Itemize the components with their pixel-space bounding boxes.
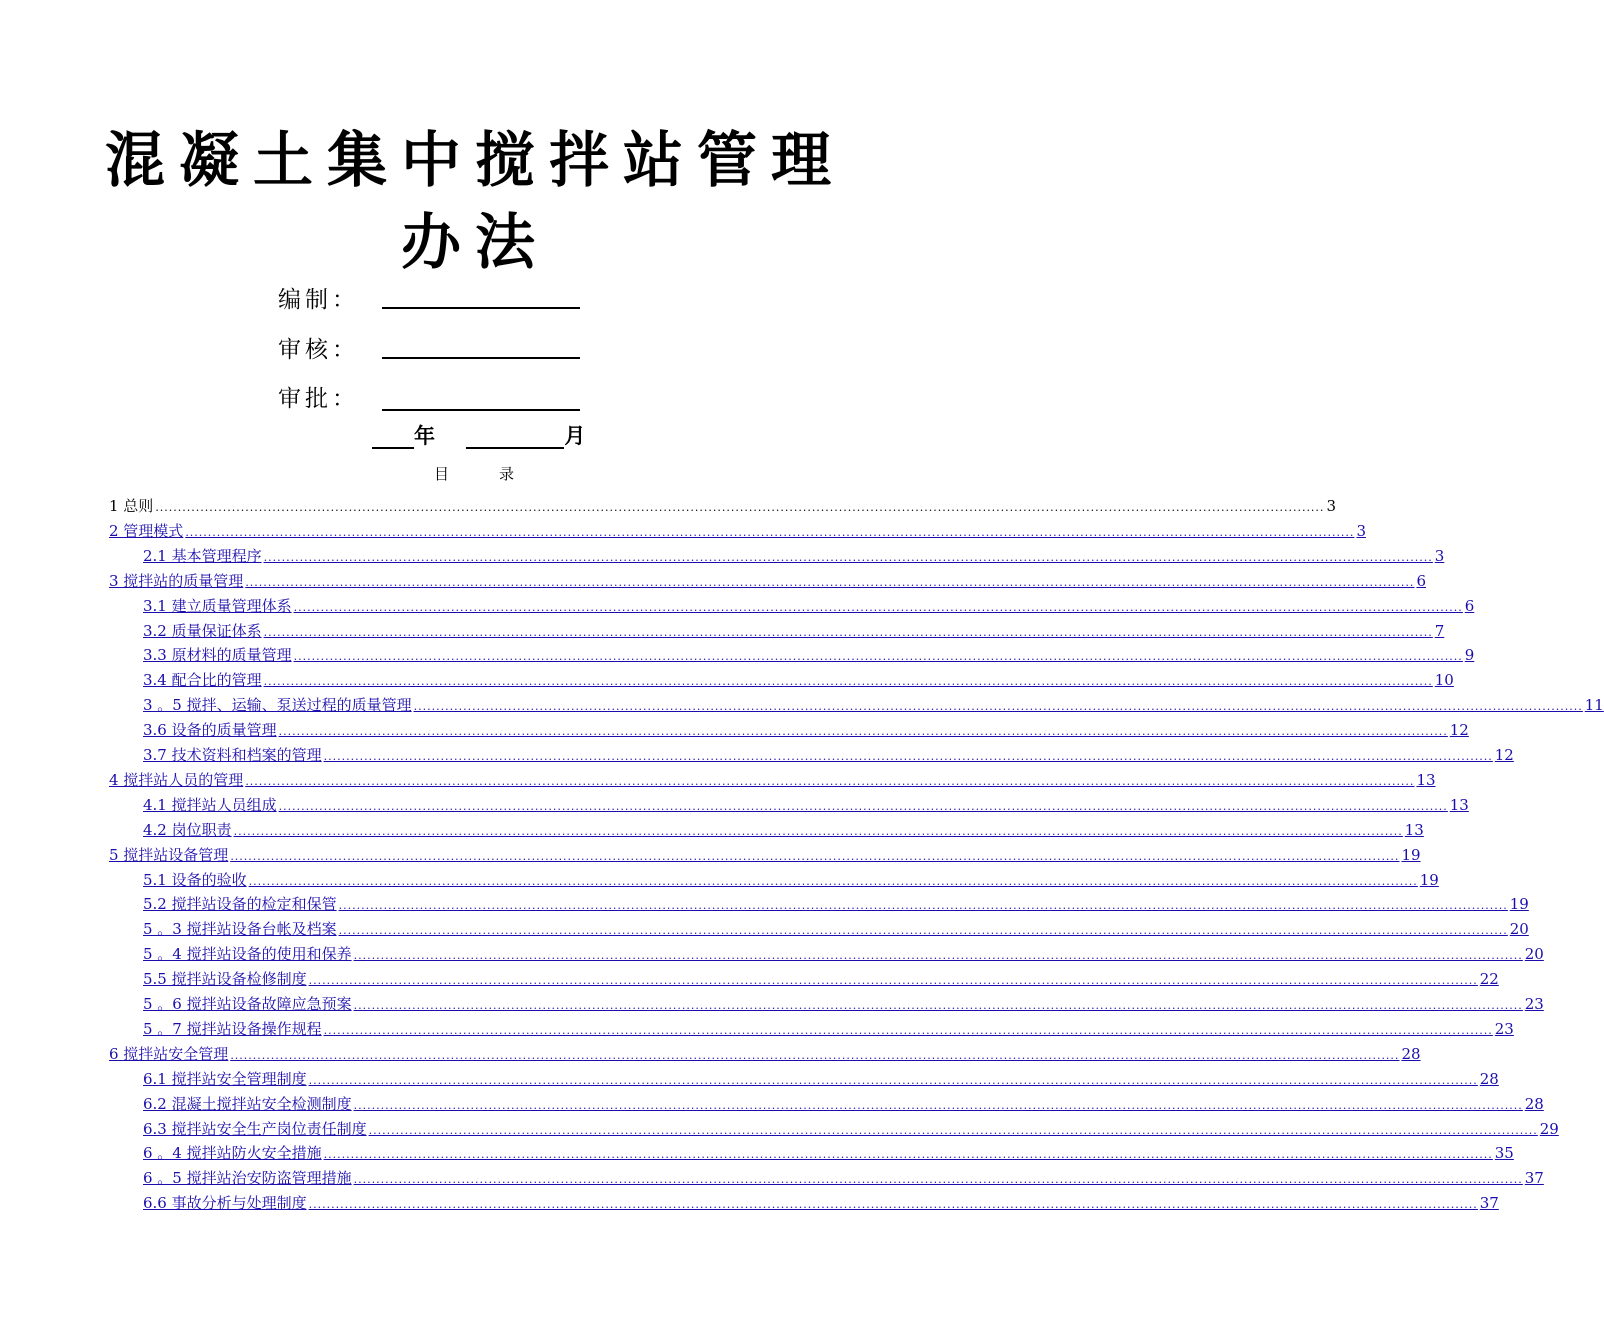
toc-entry[interactable]	[143, 1018, 1514, 1040]
toc-entry[interactable]	[143, 669, 1454, 691]
toc-entry	[109, 495, 1336, 517]
toc-entry-label: 4.1 搅拌站人员组成	[143, 795, 277, 814]
toc-entry-leader-dots: ....................................................................................................................................................................................................................................................................	[308, 1073, 1478, 1087]
toc-heading-char-1: 目	[433, 465, 451, 483]
toc-entry[interactable]	[143, 1142, 1514, 1164]
toc-entry-page-number: 12	[1449, 721, 1469, 740]
toc-entry-leader-dots: ....................................................................................................................................................................................................................................................................	[263, 625, 1433, 639]
toc-entry-page-number: 19	[1401, 845, 1421, 864]
toc-entry-leader-dots: ....................................................................................................................................................................................................................................................................	[323, 1023, 1493, 1037]
toc-entry[interactable]	[143, 545, 1445, 567]
toc-entry[interactable]	[143, 1167, 1544, 1189]
toc-entry-label: 3 。5 搅拌、运输、泵送过程的质量管理	[143, 696, 412, 715]
toc-entry-leader-dots: ....................................................................................................................................................................................................................................................................	[230, 849, 1400, 863]
toc-heading-char-2: 录	[499, 465, 517, 483]
toc-entry-label: 6 搅拌站安全管理	[109, 1044, 229, 1063]
toc-entry-label: 5.1 设备的验收	[143, 870, 247, 889]
toc-entry[interactable]	[143, 1093, 1544, 1115]
toc-entry[interactable]	[143, 893, 1529, 915]
toc-entry[interactable]	[109, 769, 1436, 791]
month-label: 月	[564, 424, 586, 448]
toc-entry-page-number: 3	[1356, 521, 1366, 540]
toc-entry[interactable]	[143, 620, 1445, 642]
toc-entry[interactable]	[143, 943, 1544, 965]
toc-entry[interactable]	[143, 794, 1469, 816]
toc-entry-leader-dots: ....................................................................................................................................................................................................................................................................	[323, 1148, 1493, 1162]
toc-entry-leader-dots: ....................................................................................................................................................................................................................................................................	[293, 600, 1463, 614]
toc-entry-label: 6.3 搅拌站安全生产岗位责任制度	[143, 1119, 367, 1138]
toc-entry-page-number: 28	[1479, 1069, 1499, 1088]
reviewed-by-label: 审核：	[278, 337, 359, 363]
toc-entry[interactable]	[143, 595, 1475, 617]
toc-entry-leader-dots: ....................................................................................................................................................................................................................................................................	[323, 750, 1493, 763]
toc-entry[interactable]	[109, 844, 1421, 866]
toc-entry-page-number: 7	[1434, 621, 1445, 640]
toc-entry-label: 6 。4 搅拌站防火安全措施	[143, 1144, 322, 1163]
approved-by-label: 审批：	[278, 386, 359, 412]
toc-entry-leader-dots: ....................................................................................................................................................................................................................................................................	[248, 874, 1418, 888]
toc-entry-label: 3.3 原材料的质量管理	[143, 646, 292, 665]
compiled-by-blank-line	[382, 307, 580, 309]
toc-entry-label: 6.2 混凝土搅拌站安全检测制度	[143, 1094, 352, 1113]
toc-entry-page-number: 20	[1509, 920, 1529, 939]
toc-entry[interactable]	[143, 744, 1514, 766]
toc-entry[interactable]	[143, 1192, 1499, 1214]
toc-entry-label: 3.4 配合比的管理	[143, 671, 262, 690]
toc-entry[interactable]	[143, 694, 1604, 716]
toc-entry-page-number: 13	[1449, 795, 1469, 814]
toc-entry-leader-dots: ....................................................................................................................................................................................................................................................................	[263, 675, 1433, 689]
date-line	[372, 423, 585, 449]
toc-entry-page-number: 20	[1524, 945, 1544, 964]
toc-entry-leader-dots: ....................................................................................................................................................................................................................................................................	[353, 1098, 1523, 1112]
toc-entry[interactable]	[143, 719, 1469, 741]
month-blank	[466, 425, 564, 449]
toc-entry-page-number: 19	[1419, 870, 1439, 889]
toc-entry-label: 5 搅拌站设备管理	[109, 845, 229, 864]
toc-entry-page-number: 28	[1524, 1094, 1544, 1113]
toc-entry-label: 3.7 技术资料和档案的管理	[143, 746, 322, 764]
toc-entry[interactable]	[143, 968, 1499, 990]
toc-entry-page-number: 23	[1494, 1019, 1514, 1038]
toc-entry-label: 3 搅拌站的质量管理	[109, 571, 244, 590]
toc-entry-leader-dots: ....................................................................................................................................................................................................................................................................	[338, 899, 1508, 913]
toc-entry-page-number: 19	[1509, 895, 1529, 914]
toc-entry-leader-dots: ....................................................................................................................................................................................................................................................................	[230, 1048, 1400, 1062]
toc-heading	[0, 463, 950, 484]
toc-entry-page-number: 29	[1539, 1119, 1559, 1138]
approved-by-blank-line	[382, 409, 580, 411]
toc-entry-label: 5 。6 搅拌站设备故障应急预案	[143, 995, 352, 1013]
toc-entry-leader-dots: ....................................................................................................................................................................................................................................................................	[278, 799, 1448, 813]
toc-entry-label: 4 搅拌站人员的管理	[109, 770, 244, 789]
toc-entry-page-number: 28	[1401, 1044, 1421, 1063]
toc-entry-label: 6.6 事故分析与处理制度	[143, 1194, 307, 1213]
toc-entry-label: 5 。4 搅拌站设备的使用和保养	[143, 945, 352, 964]
toc-entry-leader-dots: ....................................................................................................................................................................................................................................................................	[353, 949, 1523, 963]
document-title-line2: 办法	[401, 208, 549, 278]
toc-entry[interactable]	[143, 644, 1475, 666]
toc-entry-label: 5.5 搅拌站设备检修制度	[143, 970, 307, 989]
toc-entry-label: 2 管理模式	[109, 521, 184, 540]
toc-entry-leader-dots: ....................................................................................................................................................................................................................................................................	[245, 575, 1415, 589]
year-blank	[372, 425, 414, 449]
year-label: 年	[414, 424, 435, 448]
toc-entry[interactable]	[143, 1068, 1499, 1090]
toc-entry[interactable]	[143, 869, 1439, 891]
toc-entry-page-number: 35	[1494, 1144, 1514, 1163]
toc-entry-leader-dots: ....................................................................................................................................................................................................................................................................	[245, 774, 1415, 788]
toc-entry-page-number: 23	[1524, 995, 1544, 1013]
toc-entry-leader-dots: ....................................................................................................................................................................................................................................................................	[263, 550, 1433, 564]
toc-entry-page-number: 37	[1524, 1169, 1544, 1188]
toc-entry[interactable]	[143, 1118, 1559, 1140]
toc-entry-page-number: 9	[1464, 646, 1475, 665]
toc-entry[interactable]	[109, 570, 1426, 592]
toc-entry[interactable]	[109, 1043, 1421, 1065]
document-title-line1: 混凝土集中搅拌站管理	[105, 126, 845, 196]
toc-entry-label: 5 。7 搅拌站设备操作规程	[143, 1019, 322, 1038]
toc-entry-page-number: 6	[1416, 571, 1426, 590]
toc-entry-page-number: 13	[1404, 820, 1424, 839]
toc-entry-label: 2.1 基本管理程序	[143, 546, 262, 565]
toc-entry-page-number: 6	[1464, 596, 1475, 615]
toc-entry-label: 4.2 岗位职责	[143, 820, 232, 839]
toc-entry-leader-dots: ....................................................................................................................................................................................................................................................................	[353, 999, 1523, 1012]
toc-entry-page-number: 37	[1479, 1194, 1499, 1213]
toc-entry-label: 3.2 质量保证体系	[143, 621, 262, 640]
toc-entry-label: 3.1 建立质量管理体系	[143, 596, 292, 615]
toc-entry-label: 5.2 搅拌站设备的检定和保管	[143, 895, 337, 914]
toc-entry-label: 1 总则	[109, 497, 154, 515]
compiled-by-label: 编制：	[278, 287, 359, 313]
toc-entry-leader-dots: ....................................................................................................................................................................................................................................................................	[293, 650, 1463, 664]
toc-entry-leader-dots: ....................................................................................................................................................................................................................................................................	[368, 1123, 1538, 1137]
toc-entry-leader-dots: ....................................................................................................................................................................................................................................................................	[233, 824, 1403, 838]
toc-entry-label: 6.1 搅拌站安全管理制度	[143, 1069, 307, 1088]
toc-entry-page-number: 10	[1434, 671, 1454, 690]
toc-entry-page-number: 22	[1479, 970, 1499, 989]
toc-entry-leader-dots: ....................................................................................................................................................................................................................................................................	[338, 924, 1508, 938]
toc-entry-page-number: 13	[1416, 770, 1436, 789]
toc-entry-page-number: 3	[1326, 497, 1336, 515]
toc-entry-label: 3.6 设备的质量管理	[143, 721, 277, 740]
toc-entry-label: 5 。3 搅拌站设备台帐及档案	[143, 920, 337, 939]
toc-entry-leader-dots: ....................................................................................................................................................................................................................................................................	[185, 525, 1355, 539]
toc-entry-leader-dots: ....................................................................................................................................................................................................................................................................	[155, 501, 1325, 514]
toc-entry-leader-dots: ....................................................................................................................................................................................................................................................................	[413, 700, 1583, 714]
toc-entry[interactable]	[109, 520, 1366, 542]
toc-entry-page-number: 12	[1494, 746, 1514, 764]
reviewed-by-blank-line	[382, 357, 580, 359]
toc-entry[interactable]	[143, 918, 1529, 940]
toc-entry-page-number: 11	[1584, 696, 1604, 715]
toc-entry-page-number: 3	[1434, 546, 1445, 565]
toc-entry-leader-dots: ....................................................................................................................................................................................................................................................................	[308, 1198, 1478, 1212]
toc-entry[interactable]	[143, 819, 1424, 841]
toc-entry-leader-dots: ....................................................................................................................................................................................................................................................................	[308, 974, 1478, 988]
toc-entry-label: 6 。5 搅拌站治安防盗管理措施	[143, 1169, 352, 1188]
toc-entry-leader-dots: ....................................................................................................................................................................................................................................................................	[353, 1173, 1523, 1187]
toc-entry[interactable]	[143, 993, 1544, 1015]
toc-entry-leader-dots: ....................................................................................................................................................................................................................................................................	[278, 725, 1448, 739]
